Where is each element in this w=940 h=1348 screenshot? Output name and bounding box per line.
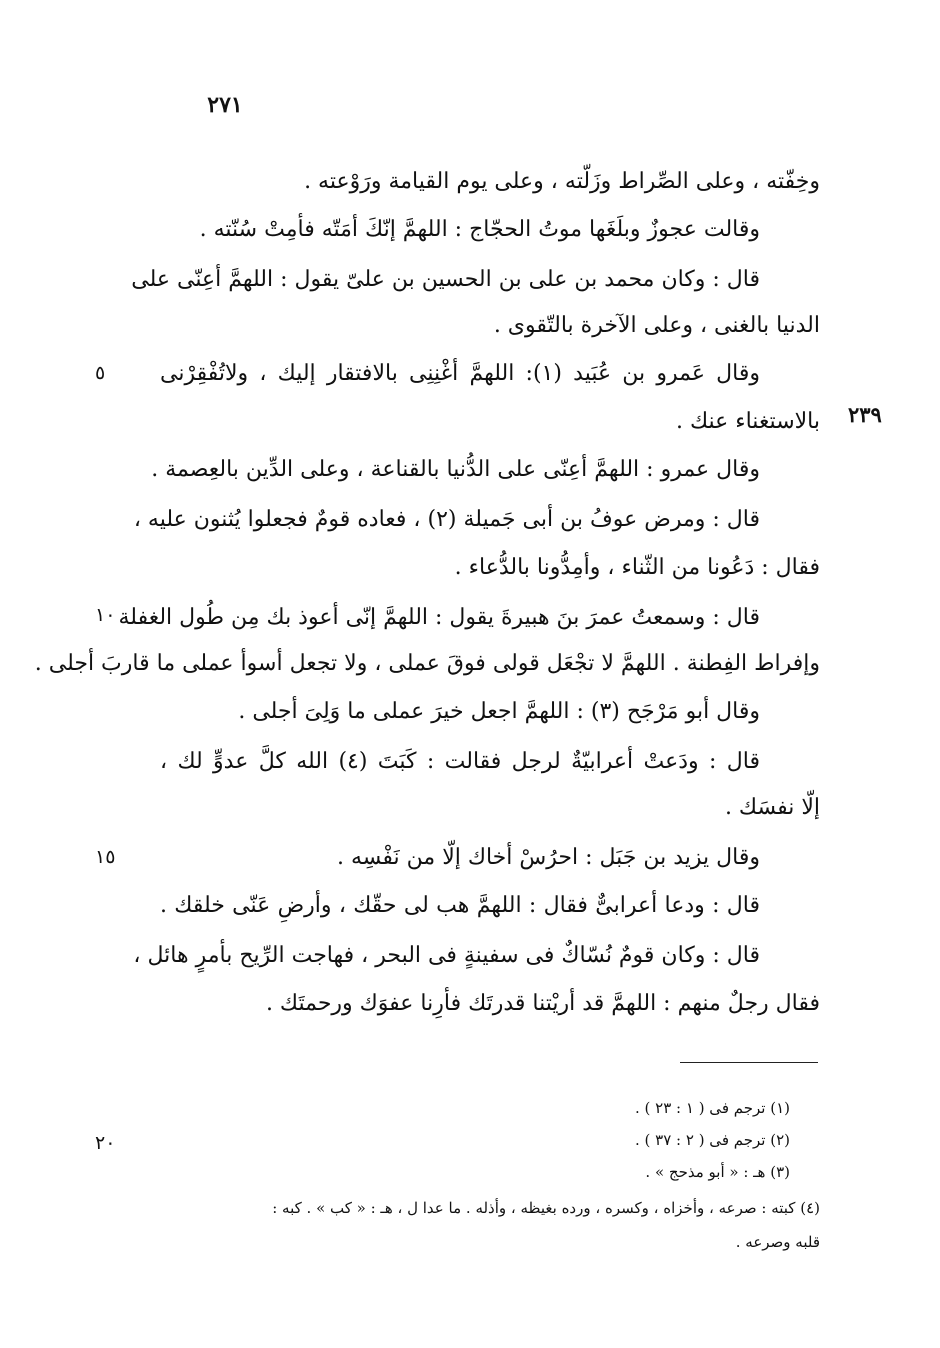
text-line: قال : وسمعتُ عمرَ بنَ هبيرةَ يقول : اللهمَّ إنّى أعوذ بك مِن طُول الغفلة [118, 605, 760, 630]
text-line: بالاستغناء عنك . [675, 409, 820, 434]
text-line: وقال يزيد بن جَبَل : احرُسْ أخاك إلّا من نَفْسِه . [337, 845, 760, 870]
text-line: وقال أبو مَرْجَح (٣) : اللهمَّ اجعل خيرَ عملى ما وَلِىَ أجلى . [238, 699, 760, 724]
footnote-3: (٣) هـ : « أبو مذحج » . [645, 1163, 790, 1181]
footnote-4-continued: قلبه وصرعه . [735, 1233, 820, 1251]
footnote-divider [680, 1062, 818, 1063]
text-line: فقال : دَعُونا من الثّناء ، وأمِدُّونا بالدُّعاء . [454, 555, 820, 580]
line-number-5: ٥ [95, 362, 106, 384]
footnote-4: (٤) كبته : صرعه ، وأخزاه ، وكسره ، ورده بغيظه ، وأذله . ما عدا ل ، هـ : « كب » . كبه : [272, 1199, 820, 1217]
text-line: قال : ودعا أعرابىٌّ فقال : اللهمَّ هب لى حقّك ، وأرضِ عَنّى خلقك . [160, 893, 760, 918]
text-line: وقال عمرو : اللهمَّ أعِنّى على الدُّنيا بالقناعة ، وعلى الدِّين بالعِصمة . [151, 457, 760, 482]
page-number: ٢٧١ [207, 92, 243, 118]
text-line: إلّا نفسَك . [724, 795, 820, 820]
text-line: وإفراط الفِطنة . اللهمَّ لا تجْعَل قولى فوقَ عملى ، ولا تجعل أسوأ عملى ما قاربَ أجلى . [34, 651, 820, 676]
text-line: وقالت عجوزٌ وبلَغَها موتُ الحجّاج : اللهمَّ إنّكَ أمَتّه فأمِتْ سُنّته . [199, 217, 760, 242]
text-line: فقال رجلٌ منهم : اللهمَّ قد أريْتنا قدرتَك فأرِنا عفوَك ورحمتَك . [265, 991, 820, 1016]
text-line: الدنيا بالغنى ، وعلى الآخرة بالتّقوى . [493, 313, 820, 338]
line-number-20: ٢٠ [95, 1132, 116, 1154]
section-number: ٢٣٩ [848, 402, 882, 427]
line-number-15: ١٥ [95, 846, 116, 868]
text-line: وقال عَمرو بن عُبَيد (١): اللهمَّ أغْنِنِى بالافتقار إليك ، ولاتُفْقِرْنى [160, 361, 760, 386]
text-line: قال : وكان قومٌ نُسّاكٌ فى سفينةٍ فى البحر ، فهاجت الرِّيح بأمرٍ هائل ، [133, 943, 760, 968]
text-line: قال : ومرض عوفُ بن أبى جَميلة (٢) ، فعاده قومٌ فجعلوا يُثنون عليه ، [133, 507, 760, 532]
footnote-1: (١) ترجم فى ( ١ : ٢٣ ) . [634, 1099, 790, 1117]
footnote-2: (٢) ترجم فى ( ٢ : ٣٧ ) . [634, 1131, 790, 1149]
text-line: قال : ودَعتْ أعرابيّةٌ لرجل فقالت : كَبَتَ (٤) الله كلَّ عدوٍّ لك ، [160, 749, 760, 774]
line-number-10: ١٠ [95, 604, 116, 626]
text-line: قال : وكان محمد بن على بن الحسين بن علىّ يقول : اللهمَّ أعِنّى على [131, 267, 760, 292]
text-line: وخِفّته ، وعلى الصِّراط وزَلّته ، وعلى يوم القيامة ورَوْعته . [304, 169, 820, 194]
